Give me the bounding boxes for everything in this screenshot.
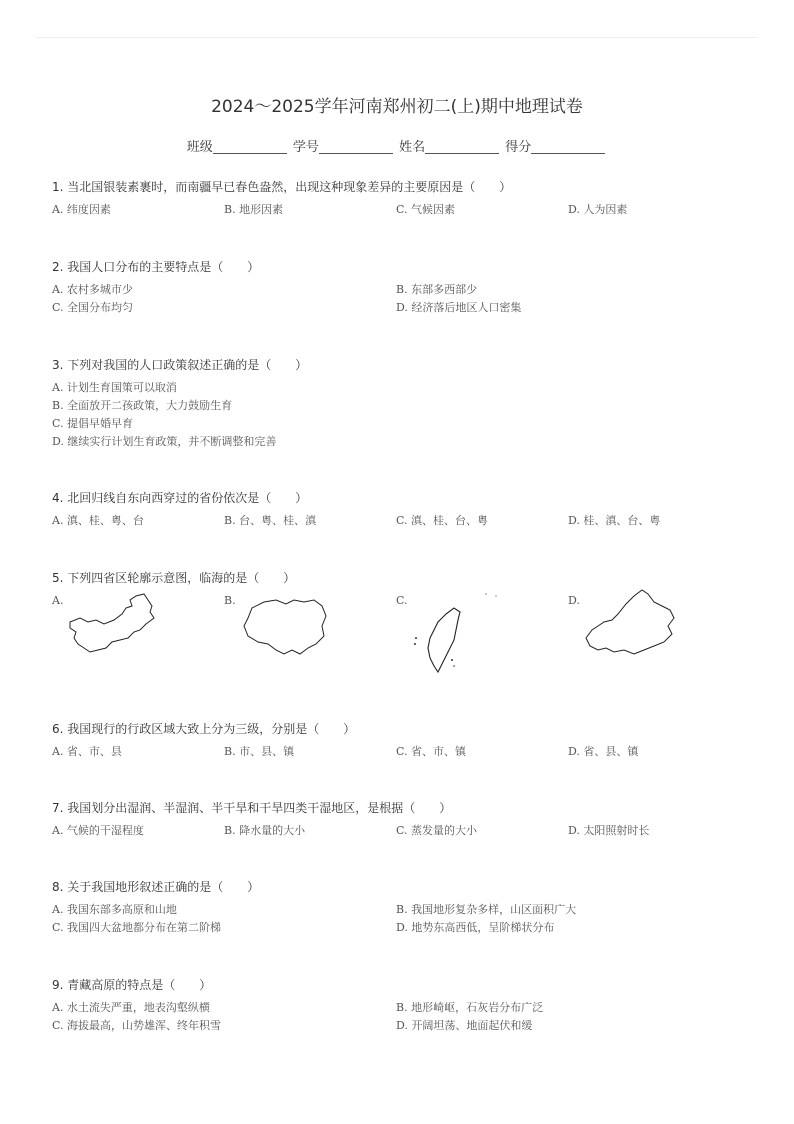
- option-d[interactable]: [568, 594, 580, 607]
- inner-mongolia-outline-map: [66, 594, 166, 664]
- field-name-blank[interactable]: [425, 140, 499, 154]
- question-stem: 7. 我国划分出湿润、半湿润、半干旱和干旱四类干湿地区，是根据（ ）: [52, 801, 452, 815]
- option-c[interactable]: C. 蒸发量的大小: [396, 824, 478, 837]
- option-a[interactable]: A. 省、市、县: [52, 745, 122, 758]
- option-c-label: C.: [396, 594, 408, 607]
- question-7: [52, 800, 752, 837]
- option-a-label: A.: [52, 594, 64, 607]
- question-3: [52, 357, 752, 448]
- option-d[interactable]: D. 地势东高西低，呈阶梯状分布: [396, 921, 555, 934]
- question-stem: 6. 我国现行的行政区域大致上分为三级，分别是（ ）: [52, 722, 356, 736]
- option-b[interactable]: B. 市、县、镇: [224, 745, 295, 758]
- field-score-blank[interactable]: [531, 140, 605, 154]
- page-title: 2024～2025学年河南郑州初二(上)期中地理试卷: [211, 97, 583, 117]
- field-class-label: 班级: [186, 140, 213, 155]
- option-d[interactable]: D. 人为因素: [568, 203, 628, 216]
- field-class-blank[interactable]: [213, 140, 287, 154]
- option-c[interactable]: C. 气候因素: [396, 203, 456, 216]
- question-stem: 1. 当北国银装素裹时，而南疆早已春色盎然，出现这种现象差异的主要原因是（ ）: [52, 180, 512, 194]
- option-b-label: B.: [224, 594, 236, 607]
- option-b[interactable]: B. 地形因素: [224, 203, 284, 216]
- question-9: [52, 977, 752, 1032]
- question-6: [52, 721, 752, 758]
- field-id-blank[interactable]: [319, 140, 393, 154]
- option-list: [52, 594, 752, 694]
- option-a[interactable]: A. 气候的干湿程度: [52, 824, 144, 837]
- option-b[interactable]: B. 地形崎岖，石灰岩分布广泛: [396, 1001, 544, 1014]
- option-d[interactable]: D. 省、县、镇: [568, 745, 639, 758]
- option-b[interactable]: B. 东部多西部少: [396, 283, 478, 296]
- field-id-label: 学号: [292, 140, 319, 155]
- question-4: [52, 490, 752, 527]
- option-d[interactable]: D. 桂、滇、台、粤: [568, 514, 661, 527]
- option-c[interactable]: C. 滇、桂、台、粤: [396, 514, 489, 527]
- student-info-line: [0, 136, 794, 155]
- option-d[interactable]: D. 经济落后地区人口密集: [396, 301, 522, 314]
- question-stem: 8. 关于我国地形叙述正确的是（ ）: [52, 880, 260, 894]
- option-d[interactable]: D. 继续实行计划生育政策，并不断调整和完善: [52, 435, 277, 448]
- field-score-label: 得分: [505, 140, 532, 155]
- question-stem: 4. 北回归线自东向西穿过的省份依次是（ ）: [52, 491, 308, 505]
- field-name-label: 姓名: [399, 140, 426, 155]
- question-1: [52, 179, 752, 216]
- option-a[interactable]: A. 计划生育国策可以取消: [52, 381, 177, 394]
- option-d-label: D.: [568, 594, 580, 607]
- xinjiang-outline-map: [582, 588, 678, 664]
- option-b[interactable]: B. 全面放开二孩政策，大力鼓励生育: [52, 399, 233, 412]
- option-c[interactable]: C. 海拔最高，山势雄浑、终年积雪: [52, 1019, 222, 1032]
- option-a[interactable]: A. 农村多城市少: [52, 283, 133, 296]
- question-stem: 3. 下列对我国的人口政策叙述正确的是（ ）: [52, 358, 308, 372]
- option-c[interactable]: C. 全国分布均匀: [52, 301, 134, 314]
- option-c[interactable]: [396, 594, 408, 607]
- option-b[interactable]: B. 台、粤、桂、滇: [224, 514, 317, 527]
- option-a[interactable]: A. 纬度因素: [52, 203, 111, 216]
- option-d[interactable]: D. 太阳照射时长: [568, 824, 650, 837]
- option-a[interactable]: A. 水土流失严重，地表沟壑纵横: [52, 1001, 210, 1014]
- option-b[interactable]: [224, 594, 236, 607]
- option-b[interactable]: B. 我国地形复杂多样，山区面积广大: [396, 903, 577, 916]
- option-d[interactable]: D. 开阔坦荡、地面起伏和缓: [396, 1019, 533, 1032]
- option-b[interactable]: B. 降水量的大小: [224, 824, 306, 837]
- question-stem: 2. 我国人口分布的主要特点是（ ）: [52, 260, 260, 274]
- question-8: [52, 879, 752, 934]
- question-stem: 9. 青藏高原的特点是（ ）: [52, 978, 212, 992]
- taiwan-outline-map: [410, 590, 500, 680]
- question-2: [52, 259, 752, 314]
- qinghai-outline-map: [242, 596, 332, 666]
- option-a[interactable]: [52, 594, 63, 607]
- option-c[interactable]: C. 省、市、镇: [396, 745, 467, 758]
- option-c[interactable]: C. 提倡早婚早育: [52, 417, 134, 430]
- option-a[interactable]: A. 滇、桂、粤、台: [52, 514, 144, 527]
- question-5: [52, 570, 752, 694]
- question-stem: 5. 下列四省区轮廓示意图，临海的是（ ）: [52, 571, 296, 585]
- top-divider: [36, 37, 758, 38]
- option-c[interactable]: C. 我国四大盆地都分布在第二阶梯: [52, 921, 222, 934]
- option-a[interactable]: A. 我国东部多高原和山地: [52, 903, 177, 916]
